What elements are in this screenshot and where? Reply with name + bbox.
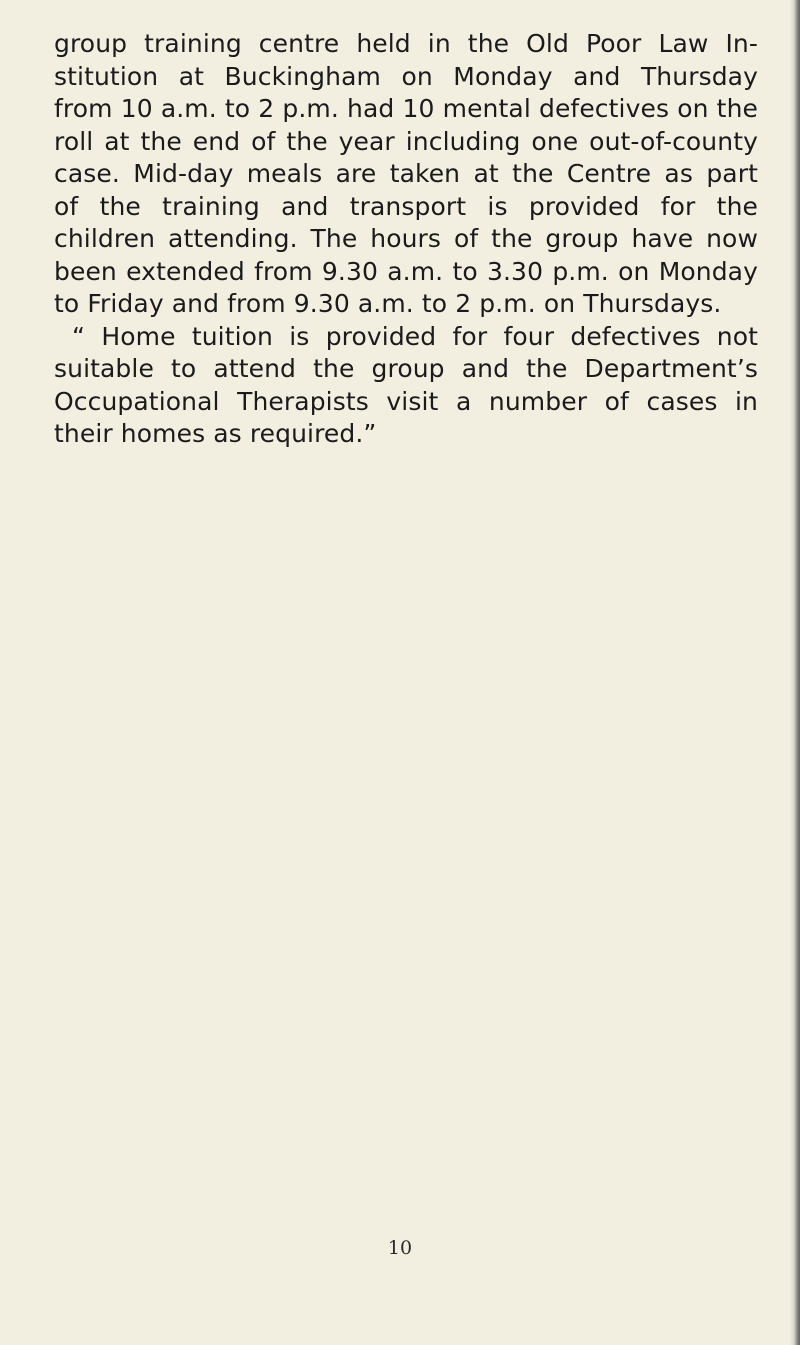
text-line: group training centre held in the Old Poor Law In- [54, 29, 758, 58]
text-line: been extended from 9.30 a.m. to 3.30 p.m. on Monday [54, 256, 758, 286]
page-edge-shadow [790, 0, 800, 1345]
text-line: children attending. The hours of the group have now [54, 224, 758, 253]
text-line: roll at the end of the year including one out-of-county [54, 126, 758, 156]
text-line: their homes as required.” [54, 419, 377, 448]
page-number: 10 [387, 1237, 413, 1259]
text-line: “ Home tuition is provided for four defectives not [72, 321, 758, 351]
text-line: suitable to attend the group and the Department’s [54, 354, 758, 383]
body-paragraph [54, 28, 758, 451]
text-line: from 10 a.m. to 2 p.m. had 10 mental defectives on the [54, 94, 758, 123]
text-line: Occupational Therapists visit a number of cases in [54, 386, 758, 416]
text-line: stitution at Buckingham on Monday and Thursday [54, 61, 758, 91]
text-line: case. Mid-day meals are taken at the Centre as part [54, 159, 758, 188]
text-line: of the training and transport is provided for the [54, 191, 758, 221]
text-line: to Friday and from 9.30 a.m. to 2 p.m. on Thursdays. [54, 289, 722, 318]
